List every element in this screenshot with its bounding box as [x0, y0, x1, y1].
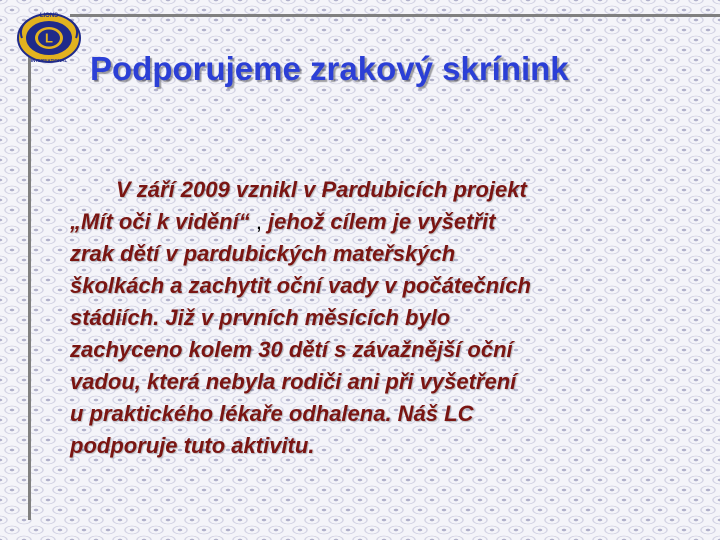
- logo-top-text: LIONS: [39, 13, 59, 19]
- comma-separator: ,: [249, 209, 269, 234]
- body-line-2-rest: jehož cílem je vyšetřit: [268, 209, 496, 234]
- logo-letter: L: [45, 30, 53, 46]
- body-line-5: stádiích. Již v prvních měsících bylo: [70, 305, 451, 330]
- body-line-2: [70, 206, 670, 238]
- body-line-1: V září 2009 vznikl v Pardubicích projekt: [116, 177, 527, 202]
- body-paragraph: [70, 174, 670, 462]
- body-line-4: školkách a zachytit oční vady v počátečních: [70, 273, 531, 298]
- logo-bottom-text: INTERNATIONAL: [30, 58, 68, 63]
- project-name: „Mít oči k vidění“: [70, 209, 250, 234]
- lions-club-logo-icon: [16, 8, 82, 64]
- body-line-7: vadou, která nebyla rodiči ani při vyšetření: [70, 369, 517, 394]
- body-line-8: u praktického lékaře odhalena. Náš LC: [70, 401, 474, 426]
- body-line-6: zachyceno kolem 30 dětí s závažnější oční: [70, 337, 513, 362]
- body-line-3: zrak dětí v pardubických mateřských: [70, 241, 456, 266]
- slide-title: Podporujeme zrakový skrínink: [90, 50, 569, 87]
- left-divider-line: [28, 40, 31, 520]
- body-line-9: podporuje tuto aktivitu.: [70, 433, 315, 458]
- top-divider-line: [70, 14, 720, 17]
